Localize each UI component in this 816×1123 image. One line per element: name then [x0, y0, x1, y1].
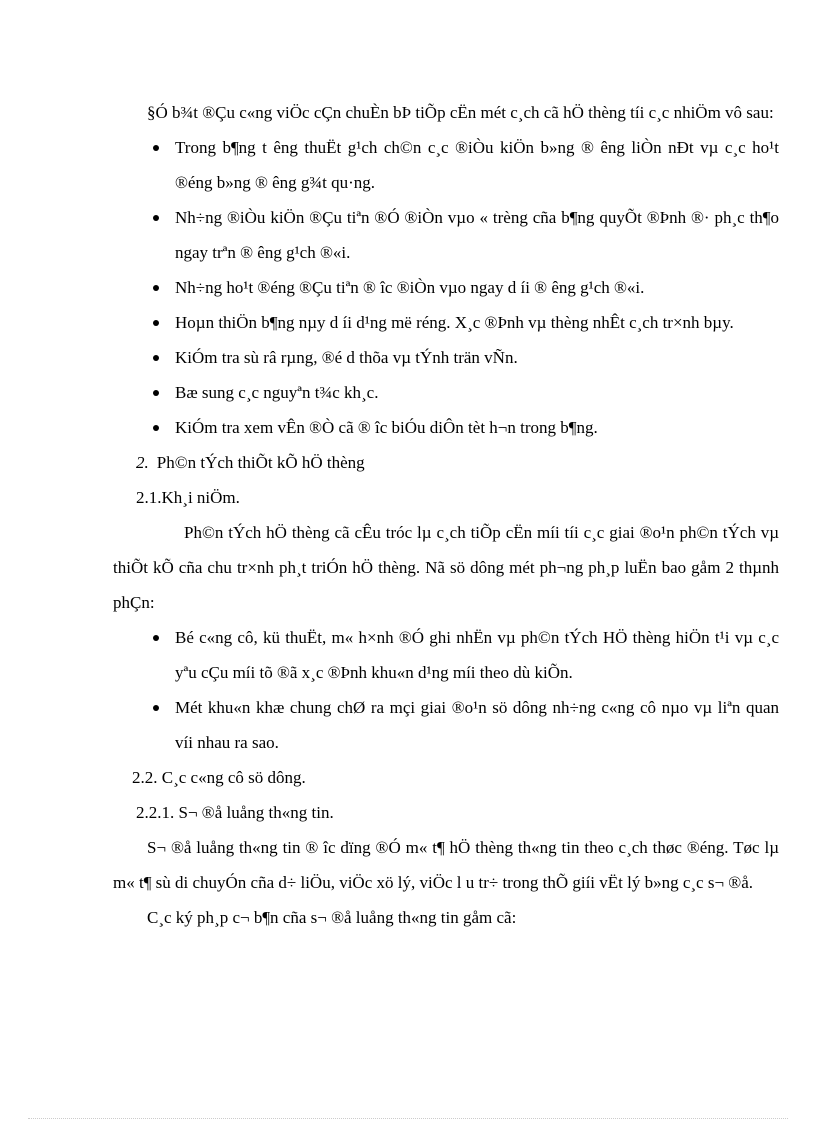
components-bullet-list — [113, 620, 779, 760]
bullet-item: Nh÷ng ®iÒu kiÖn ®Çu tiªn ®Ó ®iÒn vµo « trèng cña b¶ng quyÕt ®Þnh ®· ph¸c th¶o ngay trªn ® êng g¹ch ®«i. — [113, 200, 779, 270]
bullet-item: Nh÷ng ho¹t ®éng ®Çu tiªn ® îc ®iÒn vµo ngay d íi ® êng g¹ch ®«i. — [113, 270, 779, 305]
task-bullet-list — [113, 130, 779, 445]
bullet-item: Bé c«ng cô, kü thuËt, m« h×nh ®Ó ghi nhËn vµ ph©n tÝch HÖ thèng hiÖn t¹i vµ c¸c yªu cÇu míi tõ ®ã x¸c ®Þnh khu«n d¹ng míi theo dù kiÕn. — [113, 620, 779, 690]
bullet-item: Trong b¶ng t êng thuËt g¹ch ch©n c¸c ®iÒu kiÖn b»ng ® êng liÒn nÐt vµ c¸c ho¹t ®éng b»ng ® êng g¾t qu·ng. — [113, 130, 779, 200]
bullet-item: Hoµn thiÖn b¶ng nµy d íi d¹ng më réng. X¸c ®Þnh vµ thèng nhÊt c¸ch tr×nh bµy. — [113, 305, 779, 340]
section-2-1-paragraph: Ph©n tÝch hÖ thèng cã cÊu tróc lµ c¸ch tiÕp cËn míi tíi c¸c giai ®o¹n ph©n tÝch vµ thiÕt kÕ cña chu tr×nh ph¸t triÓn hÖ thèng. Nã sö dông mét ph¬ng ph¸p luËn bao gåm 2 thµnh phÇn: — [113, 523, 779, 612]
page-footer-divider — [28, 1118, 788, 1119]
bullet-item: Mét khu«n khæ chung chØ ra mçi giai ®o¹n sö dông nh÷ng c«ng cô nµo vµ liªn quan víi nhau ra sao. — [113, 690, 779, 760]
section-2-2-heading: 2.2. C¸c c«ng cô sö dông. — [132, 768, 306, 787]
section-2-2-1-heading: 2.2.1. S¬ ®å luång th«ng tin. — [136, 803, 334, 822]
section-2-number: 2. — [136, 453, 149, 472]
bullet-item: KiÓm tra sù râ rµng, ®é d thõa vµ tÝnh trän vÑn. — [113, 340, 779, 375]
document-body — [113, 95, 779, 935]
bullet-item: Bæ sung c¸c nguyªn t¾c kh¸c. — [113, 375, 779, 410]
section-2-2-1-paragraph: S¬ ®å luång th«ng tin ® îc dïng ®Ó m« t¶ hÖ thèng th«ng tin theo c¸ch thøc ®éng. Tøc lµ m« t¶ sù di chuyÓn cña d÷ liÖu, viÖc xö lý, viÖc l u tr÷ trong thÕ giíi vËt lý b»ng c¸c s¬ ®å. — [113, 838, 779, 892]
section-2-heading — [113, 445, 779, 480]
section-2-title: Ph©n tÝch thiÕt kÕ hÖ thèng — [156, 453, 365, 472]
intro-paragraph: §Ó b¾t ®Çu c«ng viÖc cÇn chuÈn bÞ tiÕp cËn mét c¸ch cã hÖ thèng tíi c¸c nhiÖm vô sau: — [147, 103, 774, 122]
section-2-1-heading: 2.1.Kh¸i niÖm. — [136, 488, 240, 507]
bullet-item: KiÓm tra xem vÊn ®Ò cã ® îc biÓu diÔn tèt h¬n trong b¶ng. — [113, 410, 779, 445]
closing-paragraph: C¸c ký ph¸p c¬ b¶n cña s¬ ®å luång th«ng tin gåm cã: — [147, 908, 517, 927]
